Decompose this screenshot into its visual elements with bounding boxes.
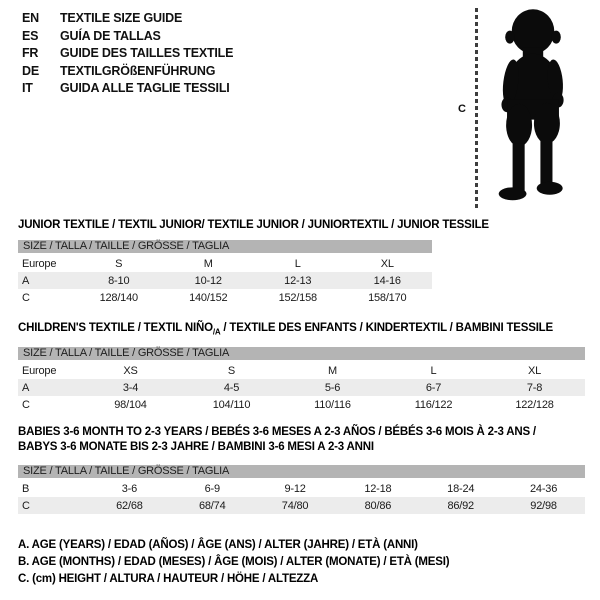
table-cell: 152/158 <box>278 291 317 304</box>
table-cell: 6-7 <box>383 379 484 396</box>
lang-row-fr <box>22 45 233 63</box>
legend-line-c: C. (cm) HEIGHT / ALTURA / HAUTEUR / HÖHE / ALTEZZA <box>18 573 319 585</box>
legend-line-b: B. AGE (MONTHS) / EDAD (MESES) / ÂGE (MOIS) / ALTER (MONATE) / ETÀ (MESI) <box>18 556 450 568</box>
table-cell: 18-24 <box>447 482 475 495</box>
table-cell: 62/68 <box>88 497 171 514</box>
table-cell: XS <box>123 364 138 377</box>
table-cell: 7-8 <box>484 379 585 396</box>
table-cell: 122/128 <box>515 398 554 411</box>
table-cell: 128/140 <box>99 291 138 304</box>
table-cell: 3-4 <box>80 379 181 396</box>
height-figure <box>450 5 595 215</box>
table-cell: 5-6 <box>282 379 383 396</box>
table-row <box>18 396 585 413</box>
title-part: / TEXTILE DES ENFANTS / KINDERTEXTIL / BAMBINI TESSILE <box>220 322 553 334</box>
table-cell: M <box>328 364 337 377</box>
lang-code: ES <box>22 28 39 43</box>
babies-section-title <box>18 425 536 455</box>
legend-line-a: A. AGE (YEARS) / EDAD (AÑOS) / ÂGE (ANS) / ALTER (JAHRE) / ETÀ (ANNI) <box>18 539 418 551</box>
lang-code: IT <box>22 81 33 95</box>
lang-row-en <box>22 10 233 28</box>
row-label: C <box>22 398 30 411</box>
lang-title: GUIDA ALLE TAGLIE TESSILI <box>60 81 230 95</box>
height-dashed-line <box>475 8 478 210</box>
table-cell: L <box>430 364 437 377</box>
lang-code: EN <box>22 11 39 25</box>
table-cell: 80/86 <box>336 497 419 514</box>
table-cell: 92/98 <box>502 497 585 514</box>
table-cell: 10-12 <box>164 272 254 289</box>
table-cell: 158/170 <box>368 291 407 304</box>
table-cell: 104/110 <box>212 398 251 411</box>
table-row <box>18 362 585 379</box>
lang-code: FR <box>22 46 39 60</box>
table-row <box>18 289 432 306</box>
junior-table <box>18 240 432 306</box>
table-row <box>18 480 585 497</box>
table-cell: 140/152 <box>189 291 228 304</box>
size-header-bar: SIZE / TALLA / TAILLE / GRÖSSE / TAGLIA <box>18 347 585 360</box>
table-cell: 12-13 <box>253 272 343 289</box>
lang-title: GUÍA DE TALLAS <box>60 28 161 43</box>
table-cell: 98/104 <box>114 398 147 411</box>
row-label: A <box>18 379 80 396</box>
measure-legend <box>18 537 449 588</box>
title-subscript: /A <box>212 327 221 337</box>
table-cell: 6-9 <box>204 482 220 495</box>
table-cell: 4-5 <box>181 379 282 396</box>
table-cell: 8-10 <box>74 272 164 289</box>
row-label: Europe <box>22 364 57 377</box>
row-label: C <box>22 291 30 304</box>
row-label: A <box>18 272 74 289</box>
table-cell: S <box>227 364 236 377</box>
table-cell: 116/122 <box>414 398 453 411</box>
table-cell: 24-36 <box>530 482 558 495</box>
table-cell: S <box>115 257 123 270</box>
babies-title-line1: BABIES 3-6 MONTH TO 2-3 YEARS / BEBÉS 3-6 MESES A 2-3 AÑOS / BÉBÉS 3-6 MOIS À 2-3 ANS / <box>18 426 536 438</box>
height-measure-label: C <box>458 103 466 115</box>
row-label: B <box>22 482 30 495</box>
table-cell: 12-18 <box>364 482 392 495</box>
table-cell: M <box>203 257 213 270</box>
lang-code: DE <box>22 63 39 78</box>
table-cell: 110/116 <box>314 398 351 411</box>
table-cell: XL <box>527 364 542 377</box>
children-section-title <box>18 321 553 339</box>
lang-title: TEXTILE SIZE GUIDE <box>60 11 183 25</box>
babies-table <box>18 465 585 514</box>
lang-row-it <box>22 80 233 98</box>
table-row <box>18 379 585 396</box>
table-cell: 86/92 <box>419 497 502 514</box>
lang-row-es <box>22 28 233 46</box>
size-header-bar: SIZE / TALLA / TAILLE / GRÖSSE / TAGLIA <box>18 240 432 253</box>
junior-section-title: JUNIOR TEXTILE / TEXTIL JUNIOR/ TEXTILE JUNIOR / JUNIORTEXTIL / JUNIOR TESSILE <box>18 219 489 231</box>
title-part: CHILDREN'S TEXTILE / TEXTIL NIÑO <box>18 322 213 334</box>
babies-title-line2: BABYS 3-6 MONATE BIS 2-3 JAHRE / BAMBINI 3-6 MESI A 2-3 ANNI <box>18 441 374 453</box>
table-cell: 68/74 <box>171 497 254 514</box>
lang-title: TEXTILGRÖßENFÜHRUNG <box>60 63 216 78</box>
size-header-bar: SIZE / TALLA / TAILLE / GRÖSSE / TAGLIA <box>18 465 585 478</box>
lang-title: GUIDE DES TAILLES TEXTILE <box>60 46 234 60</box>
language-header <box>22 10 233 98</box>
table-row <box>18 497 585 514</box>
children-table <box>18 347 585 413</box>
toddler-silhouette-image <box>482 6 584 211</box>
table-row <box>18 255 432 272</box>
table-row <box>18 272 432 289</box>
table-cell: 9-12 <box>284 482 306 495</box>
row-label: Europe <box>22 257 57 270</box>
table-cell: L <box>294 257 301 270</box>
row-label: C <box>18 497 88 514</box>
lang-row-de <box>22 63 233 81</box>
table-cell: 3-6 <box>121 482 138 495</box>
table-cell: XL <box>380 257 394 270</box>
table-cell: 74/80 <box>254 497 337 514</box>
table-cell: 14-16 <box>343 272 433 289</box>
